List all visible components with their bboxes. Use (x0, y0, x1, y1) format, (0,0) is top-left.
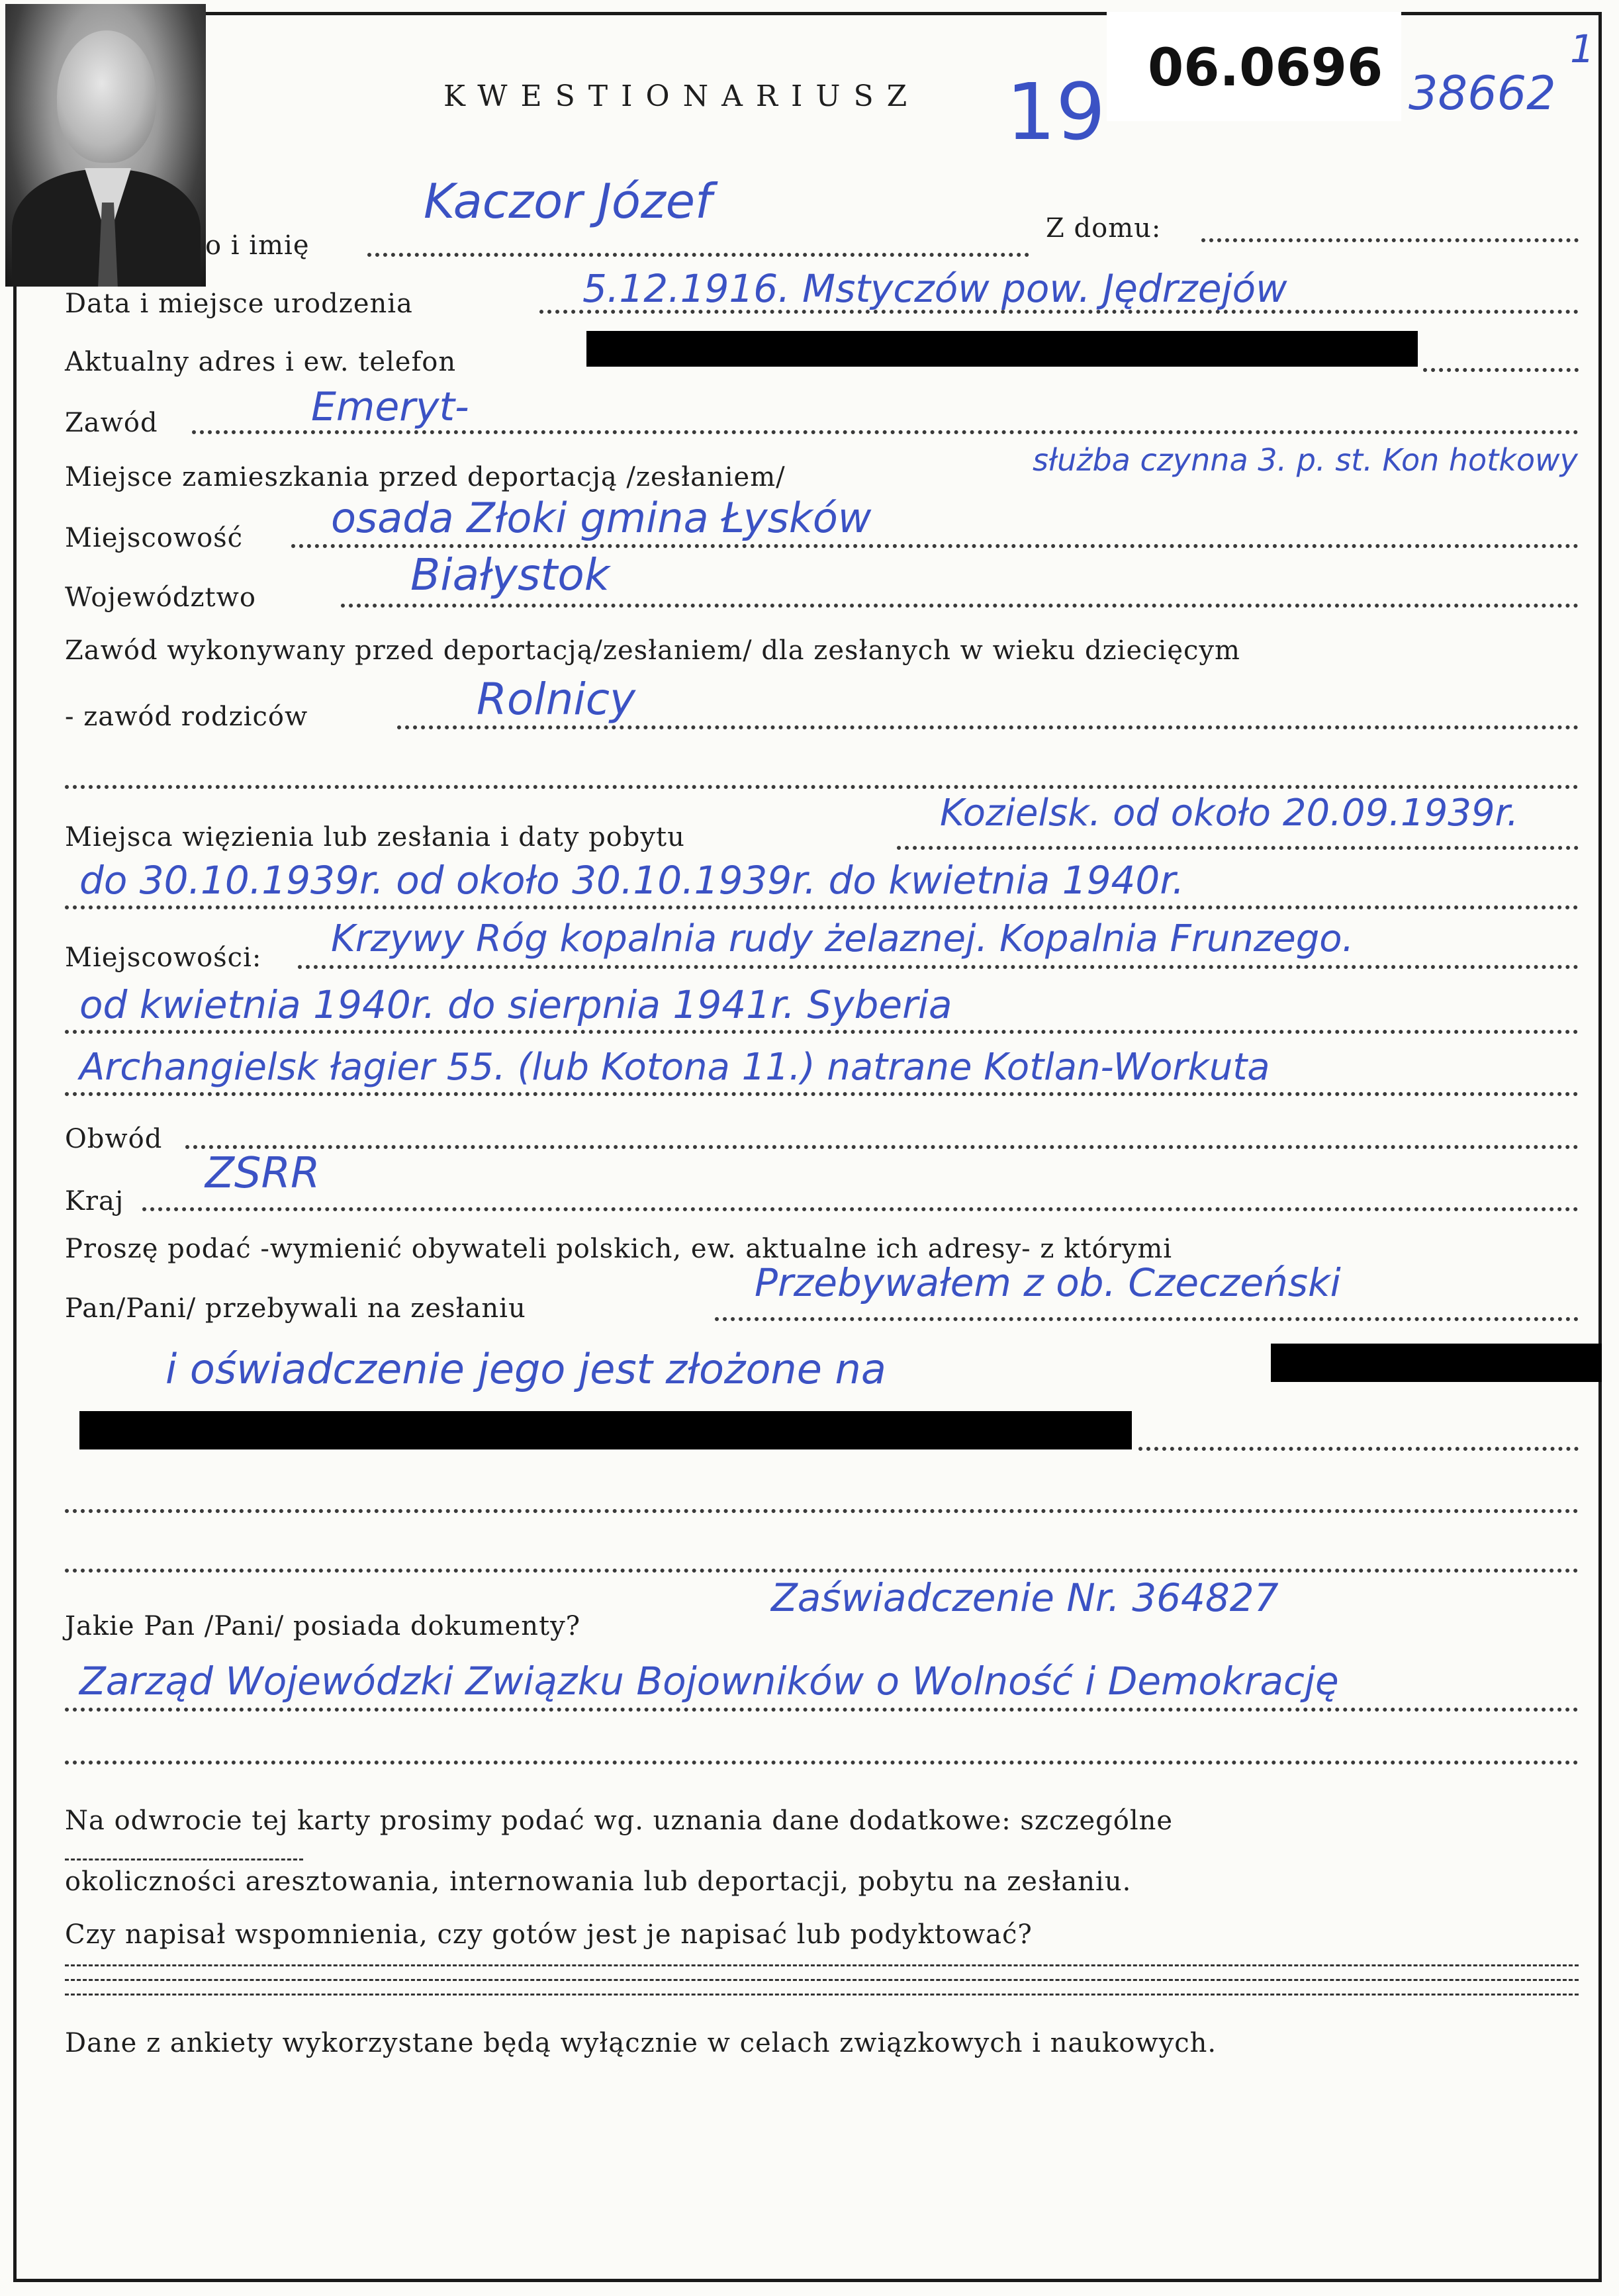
portrait-photo (5, 4, 206, 287)
answer-miejscowosc: osada Złoki gmina Łysków (331, 494, 872, 542)
answer-wojewodztwo: Białystok (410, 549, 610, 600)
answer-prisons-2: do 30.10.1939r. od około 30.10.1939r. do kwietnia 1940r. (79, 858, 1185, 903)
dots-citizens-3 (65, 1509, 1579, 1513)
dots-miejscowosc (291, 544, 1579, 548)
label-back-2: okoliczności aresztowania, internowania lub deportacji, pobytu na zesłaniu. (65, 1866, 1132, 1897)
dots-extra-1 (65, 785, 1579, 789)
dots-address (1423, 368, 1579, 372)
handwritten-number-19: 19 (1006, 66, 1106, 158)
dash-back (65, 1859, 303, 1860)
handwritten-number-38662: 38662 (1409, 66, 1556, 120)
label-miejscowosci: Miejscowości: (65, 942, 262, 973)
dots-prisons (897, 846, 1579, 850)
archive-stamp (1107, 12, 1401, 121)
answer-documents-2: Zarząd Wojewódzki Związku Bojowników o Wolność i Demokrację (79, 1659, 1339, 1704)
dots-miejscowosci-2 (65, 1030, 1579, 1034)
answer-prisons-1: Kozielsk. od około 20.09.1939r. (940, 792, 1519, 835)
label-zawod-parents: - zawód rodziców (65, 702, 308, 732)
label-zawod-before: Zawód wykonywany przed deportacją/zesłaniem/ dla zesłanych w wieku dziecięcym (65, 635, 1240, 666)
answer-documents-1: Zaświadczenie Nr. 364827 (771, 1575, 1279, 1620)
redacted-citizens-2 (79, 1411, 1132, 1449)
answer-zawod: Emeryt- (311, 384, 469, 430)
answer-miejscowosci-1: Krzywy Róg kopalnia rudy żelaznej. Kopalnia Frunzego. (331, 917, 1354, 960)
label-citizens-2: Pan/Pani/ przebywali na zesłaniu (65, 1293, 526, 1324)
redacted-address (586, 331, 1418, 367)
dots-zawod (192, 430, 1579, 434)
dots-wojewodztwo (341, 604, 1579, 608)
answer-citizens-1: Przebywałem z ob. Czeczeński (755, 1260, 1341, 1305)
answer-birth: 5.12.1916. Mstyczów pow. Jędrzejów (582, 266, 1287, 311)
footer-note: Dane z ankiety wykorzystane będą wyłącznie w celach związkowych i naukowych. (65, 2028, 1217, 2058)
dots-name (367, 253, 1029, 257)
label-obwod: Obwód (65, 1124, 163, 1154)
dots-miejscowosci-3 (65, 1092, 1579, 1096)
archive-number: 06.0696 (1148, 38, 1383, 98)
label-z-domu: Z domu: (1046, 213, 1162, 244)
dots-citizens (715, 1317, 1579, 1321)
answer-zawod-parents: Rolnicy (477, 674, 636, 725)
label-birth: Data i miejsce urodzenia (65, 289, 413, 319)
dots-miejscowosci (298, 965, 1579, 969)
dots-citizens-2 (1138, 1447, 1579, 1451)
dash-memoir-3 (65, 1994, 1579, 1996)
dots-kraj (142, 1207, 1579, 1211)
label-prisons: Miejsca więzienia lub zesłania i daty pobytu (65, 822, 685, 852)
redacted-citizens-1 (1271, 1344, 1602, 1382)
answer-kraj: ZSRR (205, 1149, 320, 1198)
dash-memoir-1 (65, 1964, 1579, 1966)
label-back-1: Na odwrocie tej karty prosimy podać wg. uznania dane dodatkowe: szczególne (65, 1806, 1174, 1836)
handwritten-number-1: 1 (1570, 26, 1595, 71)
label-residence: Miejsce zamieszkania przed deportacją /zesłaniem/ (65, 462, 786, 492)
dots-zawod-parents (397, 725, 1579, 729)
answer-miejscowosci-3: Archangielsk łagier 55. (lub Kotona 11.) natrane Kotlan-Workuta (79, 1046, 1270, 1089)
form-title: KWESTIONARIUSZ (443, 79, 921, 113)
dots-obwod (185, 1145, 1579, 1149)
answer-citizens-2: i oświadczenie jego jest złożone na (165, 1345, 886, 1393)
label-miejscowosc: Miejscowość (65, 523, 244, 553)
label-name: o i imię (205, 230, 310, 261)
answer-name: Kaczor Józef (424, 173, 712, 229)
dots-documents-2 (65, 1708, 1579, 1712)
dots-citizens-4 (65, 1569, 1579, 1573)
label-memoir: Czy napisał wspomnienia, czy gotów jest je napisać lub podyktować? (65, 1919, 1033, 1950)
label-kraj: Kraj (65, 1186, 124, 1217)
dots-prisons-2 (65, 905, 1579, 909)
answer-residence: służba czynna 3. p. st. Kon hotkowy (1033, 442, 1578, 478)
dots-documents-3 (65, 1761, 1579, 1765)
answer-miejscowosci-2: od kwietnia 1940r. do sierpnia 1941r. Syberia (79, 982, 952, 1027)
label-address: Aktualny adres i ew. telefon (65, 347, 457, 377)
dash-memoir-2 (65, 1979, 1579, 1981)
label-wojewodztwo: Województwo (65, 582, 256, 613)
label-citizens-1: Proszę podać -wymienić obywateli polskich, ew. aktualne ich adresy- z którymi (65, 1234, 1173, 1264)
label-zawod: Zawód (65, 408, 158, 438)
dots-z-domu (1201, 238, 1579, 242)
label-documents: Jakie Pan /Pani/ posiada dokumenty? (65, 1611, 581, 1641)
